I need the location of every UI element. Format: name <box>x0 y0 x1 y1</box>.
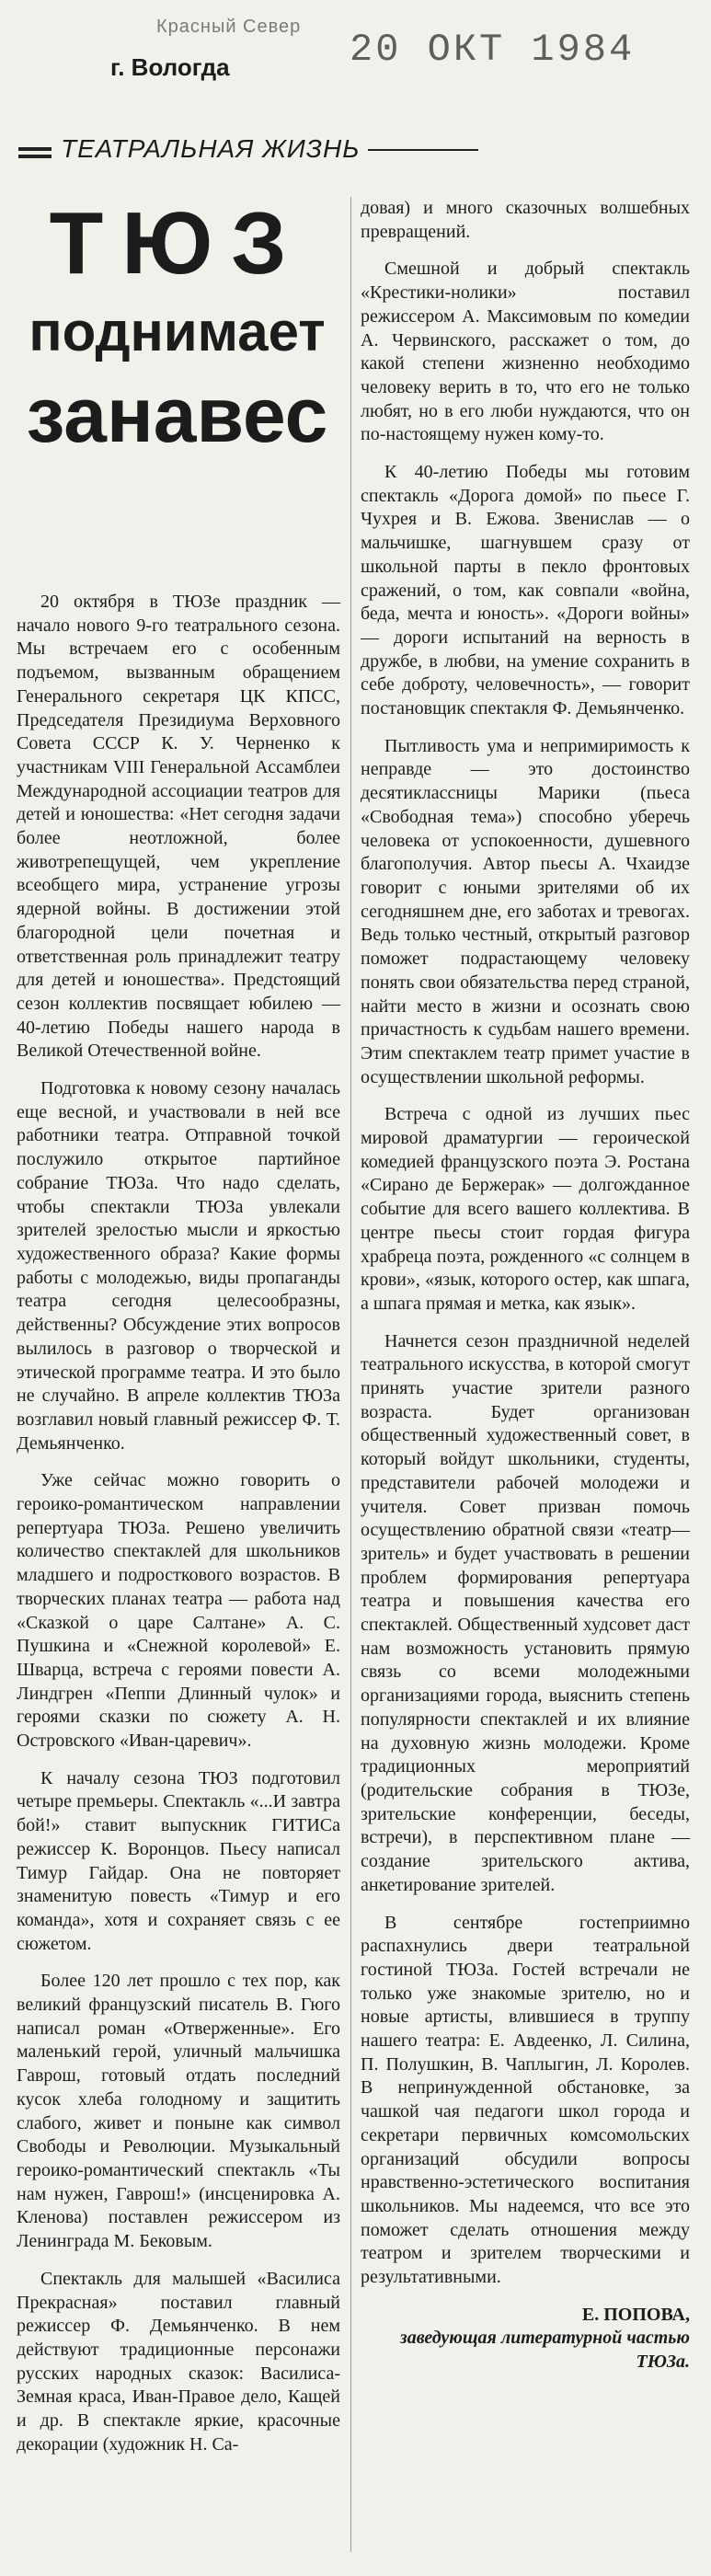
paragraph: Уже сейчас можно говорить о героико-романтическом направлении репертуара ТЮЗа. Решено увеличить количество спектаклей для школьников младшего и подросткового возрастов. В творческих планах театра — работа над «Сказкой о царе Салтане» А. С. Пушкина и «Снежной королевой» Е. Шварца, встреча с героями повести А. Линдгрен «Пеппи Длинный чулок» и героями сказки по сюжету А. Н. Островского «Иван-царевич». <box>17 1470 340 1752</box>
rubric-rule <box>368 149 478 151</box>
left-column <box>17 591 340 2470</box>
paragraph: Подготовка к новому сезону началась еще весной, и участвовали в ней все работники театра. Отправной точкой послужило открытое партийное собрание ТЮЗа. Что надо сделать, чтобы спектакли ТЮЗа увлекали зрителей зрелостью мысли и яркостью художественного образа? Какие формы работы с молодежью, виды пропаганды театра сегодня целесообразны, действенны? Обсуждение этих вопросов вылилось в разговор о творческой и этической программе театра. И это было не случайно. В апреле коллектив ТЮЗа возглавил новый главный режиссер Ф. Т. Демьянченко. <box>17 1078 340 1454</box>
paragraph: В сентябре гостеприимно распахнулись двери театральной гостиной ТЮЗа. Гостей встречали не только уже знакомые зрителю, но и новые артисты, влившиеся в труппу нашего театра: Е. Авдеенко, Л. Силина, П. Полушкин, В. Чаплыгин, Л. Королев. В непринужденной обстановке, за чашкой чая педагоги школ города и секретари первичных комсомольских организаций обсудили вопросы нравственно-эстетического воспитания школьников. Мы надеемся, что все это поможет сделать отношения между театром и зрителем творческими и результативными. <box>361 1912 690 2288</box>
paragraph: К началу сезона ТЮЗ подготовил четыре премьеры. Спектакль «...И завтра бой!» ставит выпускник ГИТИСа режиссер К. Воронцов. Пьесу написал Тимур Гайдар. Она не повторяет знаменитую повесть «Тимур и его команда», хотя и сохраняет связь с ее сюжетом. <box>17 1767 340 1954</box>
paragraph: 20 октября в ТЮЗе праздник — начало нового 9-го театрального сезона. Мы встречаем его с особенным подъемом, вызванным обращением Генерального секретаря ЦК КПСС, Председателя Президиума Верховного Совета СССР К. У. Черненко к участникам VIII Генеральной Ассамблеи Международной ассоциации театров для детей и юношества: «Нет сегодня задачи более неотложной, более животрепещущей, чем укрепление всеобщего мира, устранение угрозы ядерной войны. В достижении этой благородной цели почетная и ответственная роль принадлежит театру для детей и юношества». Предстоящий сезон коллектив посвящает юбилею — 40-летию Победы нашего народа в Великой Отечественной войне. <box>17 592 340 1062</box>
paragraph: Более 120 лет прошло с тех пор, как великий французский писатель В. Гюго написал роман «Отверженные». Его маленький герой, уличный мальчишка Гаврош, готовый отдать последний кусок хлеба голодному и защитить слабого, живет и поныне как символ Свободы и Революции. Музыкальный героико-романтический спектакль «Ты нам нужен, Гаврош!» (инсценировка А. Кленова) поставлен режиссером из Ленинграда М. Бековым. <box>17 1971 340 2252</box>
column-divider <box>350 197 351 2552</box>
clipping-header <box>0 0 711 138</box>
paragraph: Встреча с одной из лучших пьес мировой драматургии — героической комедией французского поэта Э. Ростана «Сирано де Бержерак» — долгожданное событие для всего вашего коллектива. В центре пьесы стоит гордая фигура храбреца поэта, рожденного «с солнцем в крови», «язык, которого остер, как шпага, а шпага прямая и метка, как язык». <box>361 1104 690 1314</box>
paragraph: Начнется сезон праздничной неделей театрального искусства, в которой смогут принять участие зрители разного возраста. Будет организован общественный художественный совет, в который войдут школьники, студенты, представители рабочей молодежи и учителя. Совет призван помочь осуществлению обратной связи «театр—зритель» и будет участвовать в решении проблем формирования репертуара театра и повышения качества его спектаклей. Общественный худсовет даст нам возможность установить прямую связь со всеми молодежными организациями города, выяснить степень популярности спектаклей и их влияние на духовную жизнь молодежи. Кроме традиционных мероприятий (родительские собрания в ТЮЗе, зрительские конференции, беседы, встречи), в перспективном плане — создание зрительского актива, анкетирование зрителей. <box>361 1330 690 1895</box>
article-headline <box>18 193 336 460</box>
rubric-heading: ТЕАТРАЛЬНАЯ ЖИЗНЬ <box>61 134 361 163</box>
right-column <box>361 197 690 2375</box>
paragraph: К 40-летию Победы мы готовим спектакль «Дорога домой» по пьесе Г. Чухрея и В. Ежова. Звенислав — о мальчишке, шагнувшем сразу от школьной парты в пекло фронтовых сражений, о том, как совпали «война, беда, мечта и юность». «Дороги войны» — дороги испытаний на верность в дружбе, в любви, на умение сохранить в себе доброту, человечность», — говорит постановщик спектакля Ф. Демьянченко. <box>361 462 690 719</box>
paragraph: Смешной и добрый спектакль «Крестики-нолики» поставил режиссером А. Максимовым по комедии А. Червинского, расскажет о том, до какой степени жизненно необходимо человеку верить в то, что его не только любят, но в его люби нуждаются, что он по-настоящему нужен кому-то. <box>361 259 690 445</box>
paragraph: Спектакль для малышей «Василиса Прекрасная» поставил главный режиссер Ф. Демьянченко. В нем действуют традиционные персонажи русских народных сказок: Василиса-Земная краса, Иван-Правое дело, Кащей и др. В спектакле яркие, красочные декорации (художник Н. Са- <box>17 2268 340 2455</box>
author-name: Е. ПОПОВА, <box>581 2304 690 2325</box>
headline-line-3: занавес <box>26 372 328 459</box>
headline-line-1: ТЮЗ <box>49 194 305 293</box>
newspaper-name: Красный Север <box>156 17 302 37</box>
city-label: г. Вологда <box>110 53 230 81</box>
rubric-marker <box>18 147 52 158</box>
author-role: заведующая литературной частью ТЮЗа. <box>399 2328 690 2373</box>
paragraph: Пытливость ума и непримиримость к неправде — это достоинство десятиклассницы Марики (пьеса «Свободная тема») способно уберечь человека от успокоенности, душевного благополучия. Автор пьесы А. Чхаидзе говорит с юными зрителями об их сегодняшнем дне, его заботах и тревогах. Ведь только честный, открытый разговор поможет подрастающему человеку понять свои обязательства перед страной, найти место в жизни и осознать свою причастность к судьбам нашего времени. Этим спектаклем театр примет участие в осуществлении школьной реформы. <box>361 735 690 1087</box>
paragraph: довая) и много сказочных волшебных превращений. <box>361 198 690 242</box>
headline-line-2: поднимает <box>29 301 326 363</box>
author-signature <box>361 2304 690 2375</box>
date-stamp: 20 ОКТ 1984 <box>350 28 636 72</box>
